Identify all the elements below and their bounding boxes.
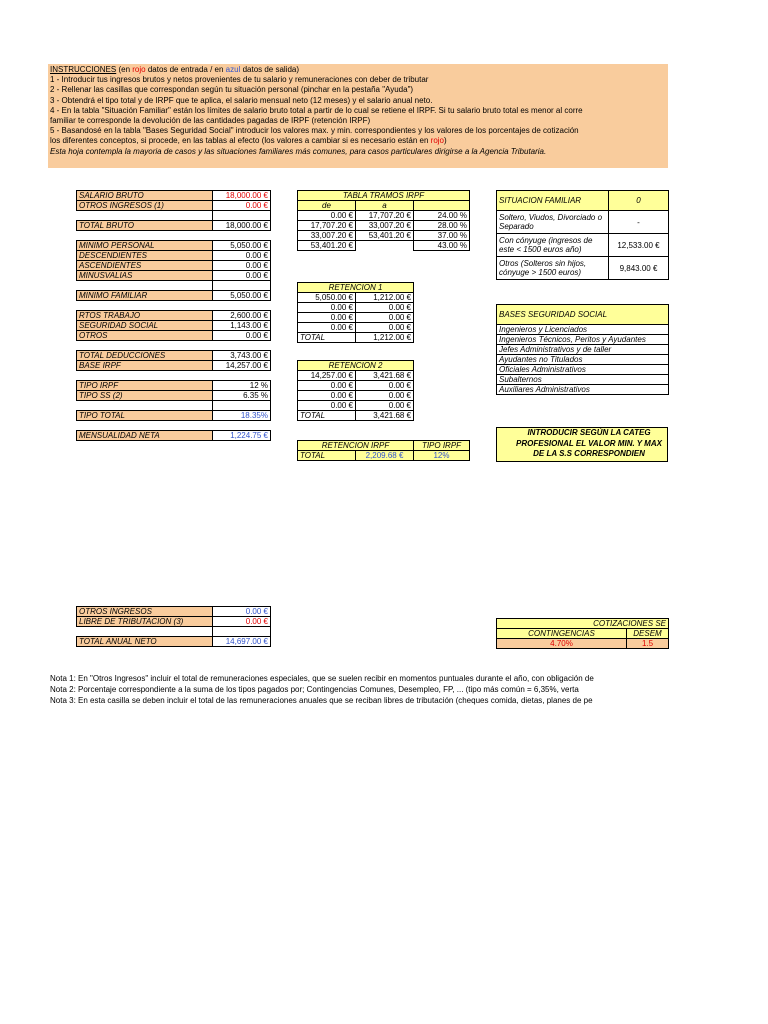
tramo-de: 33,007.20 € — [298, 231, 356, 241]
tramos-col-de: de — [298, 201, 356, 211]
legend-post: datos de salida) — [240, 65, 300, 74]
value-minimo-personal: 5,050.00 € — [213, 241, 271, 251]
value-ascendientes: 0.00 € — [213, 261, 271, 271]
input-contingencias[interactable]: 4.70% — [497, 639, 627, 649]
instruction-line-4b: familiar te corresponde la devolución de las cantidades pagadas de IRPF (retención IRPF) — [50, 116, 371, 126]
row-total-bruto — [77, 221, 271, 231]
instructions-legend — [50, 65, 666, 75]
row-ascendientes — [77, 261, 271, 271]
row-blank — [77, 231, 271, 241]
note-line-2: PROFESIONAL EL VALOR MIN. Y MAX — [516, 438, 662, 448]
line5b-red: rojo — [430, 136, 444, 146]
instruction-line-4: 4 - En la tabla "Situación Familiar" están los límites de salario bruto total a partir de lo cual se retiene el IRPF. Si tu salario bruto total es menor al corre — [50, 105, 583, 115]
situacion-row-label: Con cónyuge (ingresos de este < 1500 euros año) — [497, 234, 609, 257]
ret1-base: 0.00 € — [298, 303, 356, 313]
note-line-1: INTRODUCIR SEGÚN LA CATEG — [527, 428, 651, 437]
row-blank — [77, 211, 271, 221]
situacion-row-label: Soltero, Viudos, Divorciado o Separado — [497, 211, 609, 234]
bases-row: Jefes Administrativos y de taller — [497, 345, 669, 355]
row-rtos-trabajo — [77, 311, 271, 321]
instruction-line-2: 2 - Rellenar las casillas que correspondan según tu situación personal (pinchar en la pestaña "Ayuda") — [50, 85, 414, 95]
situacion-col0: 0 — [609, 191, 669, 211]
tramo-de: 0.00 € — [298, 211, 356, 221]
ret2-base: 14,257.00 € — [298, 371, 356, 381]
instruction-line-1: 1 - Introducir tus ingresos brutos y netos provenientes de tu salario y remuneraciones con deber de tributar — [50, 75, 429, 85]
line5b-post: ) — [444, 136, 447, 146]
label-minimo-familiar: MINIMO FAMILIAR — [77, 291, 213, 301]
ret1-value: 1,212.00 € — [356, 293, 414, 303]
value-mensualidad-neta: 1,224.75 € — [213, 431, 271, 441]
value-otros-ingresos-2: 0.00 € — [213, 607, 271, 617]
bases-row: Auxiliares Administrativos — [497, 385, 669, 395]
ret2-total-label: TOTAL — [298, 411, 356, 421]
value-minimo-familiar: 5,050.00 € — [213, 291, 271, 301]
tramo-pct: 43.00 % — [414, 241, 470, 251]
situacion-title: SITUACION FAMILIAR — [497, 191, 609, 211]
ret2-value: 0.00 € — [356, 401, 414, 411]
value-total-anual-neto: 14,697.00 € — [213, 637, 271, 647]
situacion-familiar-table — [496, 190, 669, 280]
row-tipo-irpf — [77, 381, 271, 391]
row-blank — [77, 341, 271, 351]
main-calc-table — [76, 190, 271, 441]
line5b-pre: los diferentes conceptos, si procede, en las tablas al efecto (los valores a cambiar si es necesario están en — [50, 136, 431, 146]
tramo-a — [356, 241, 414, 251]
retirpf-total-label: TOTAL — [298, 451, 356, 461]
label-total-anual-neto: TOTAL ANUAL NETO — [77, 637, 213, 647]
cotiz-col-desempleo: DESEM — [627, 629, 669, 639]
bases-row: Subalternos — [497, 375, 669, 385]
label-seguridad-social: SEGURIDAD SOCIAL — [77, 321, 213, 331]
value-rtos-trabajo: 2,600.00 € — [213, 311, 271, 321]
ret1-total-label: TOTAL — [298, 333, 356, 343]
tramos-title: TABLA TRAMOS IRPF — [298, 191, 470, 201]
retencion-2-table — [297, 360, 414, 421]
retencion-irpf-table — [297, 440, 470, 461]
input-libre-tributacion[interactable]: 0.00 € — [213, 617, 271, 627]
label-tipo-ss: TIPO SS (2) — [77, 391, 213, 401]
ret2-base: 0.00 € — [298, 391, 356, 401]
row-minimo-personal — [77, 241, 271, 251]
tramo-a: 53,401.20 € — [356, 231, 414, 241]
tramo-pct: 28.00 % — [414, 221, 470, 231]
situacion-row-value: 12,533.00 € — [609, 234, 669, 257]
value-total-bruto: 18,000.00 € — [213, 221, 271, 231]
instruction-line-3: 3 - Obtendrá el tipo total y de IRPF que te aplica, el salario mensual neto (12 meses) y el salario anual neto. — [50, 95, 433, 105]
ret2-base: 0.00 € — [298, 381, 356, 391]
tipoirpf-value: 12% — [414, 451, 470, 461]
tramos-row — [298, 241, 470, 251]
tipoirpf-header: TIPO IRPF — [414, 441, 470, 451]
row-blank — [77, 401, 271, 411]
row-mensualidad-neta — [77, 431, 271, 441]
label-mensualidad-neta: MENSUALIDAD NETA — [77, 431, 213, 441]
ret2-base: 0.00 € — [298, 401, 356, 411]
ret1-title: RETENCION 1 — [298, 283, 414, 293]
ss-note-box — [496, 427, 668, 462]
label-otros-ingresos: OTROS INGRESOS (1) — [77, 201, 213, 211]
row-otros-ingresos — [77, 201, 271, 211]
label-tipo-irpf: TIPO IRPF — [77, 381, 213, 391]
retencion-1-table — [297, 282, 414, 343]
row-descendientes — [77, 251, 271, 261]
label-rtos-trabajo: RTOS TRABAJO — [77, 311, 213, 321]
note-1: Nota 1: En "Otros Ingresos" incluir el total de remuneraciones especiales, que se suelen recibir en momentos puntuales durante el año, con obligación de — [50, 674, 594, 683]
value-descendientes: 0.00 € — [213, 251, 271, 261]
input-desempleo[interactable]: 1.5 — [627, 639, 669, 649]
ret1-total-value: 1,212.00 € — [356, 333, 414, 343]
legend-mid: datos de entrada / en — [145, 65, 226, 74]
row-minusvalias — [77, 271, 271, 281]
row-blank — [77, 301, 271, 311]
situacion-row-label: Otros (Solteros sin hijos, cónyuge > 1500 euros) — [497, 257, 609, 280]
bases-row: Ingenieros y Licenciados — [497, 325, 669, 335]
value-tipo-irpf: 12 % — [213, 381, 271, 391]
row-blank — [77, 281, 271, 291]
tramos-row — [298, 231, 470, 241]
ret1-value: 0.00 € — [356, 313, 414, 323]
instructions-heading: INSTRUCCIONES — [50, 65, 117, 74]
input-otros-ingresos[interactable]: 0.00 € — [213, 201, 271, 211]
tramos-row — [298, 221, 470, 231]
tramos-row — [298, 211, 470, 221]
notes — [50, 673, 668, 706]
label-total-deducciones: TOTAL DEDUCCIONES — [77, 351, 213, 361]
ret2-value: 3,421.68 € — [356, 371, 414, 381]
row-tipo-ss — [77, 391, 271, 401]
tramo-pct: 37.00 % — [414, 231, 470, 241]
label-otros: OTROS — [77, 331, 213, 341]
bases-row: Ingenieros Técnicos, Peritos y Ayudantes — [497, 335, 669, 345]
value-tipo-total: 18.35% — [213, 411, 271, 421]
row-minimo-familiar — [77, 291, 271, 301]
instruction-line-5: 5 - Basandosé en la tabla "Bases Seguridad Social" introducir los valores max. y min. correspondientes y los valores de los porcentajes de cotización — [50, 126, 579, 136]
ret1-value: 0.00 € — [356, 303, 414, 313]
bases-ss-table — [496, 304, 669, 395]
row-base-irpf — [77, 361, 271, 371]
label-base-irpf: BASE IRPF — [77, 361, 213, 371]
row-blank — [77, 371, 271, 381]
tramos-col-a: a — [356, 201, 414, 211]
cotizaciones-table — [496, 618, 669, 649]
bases-title: BASES SEGURIDAD SOCIAL — [497, 305, 669, 325]
retirpf-header: RETENCION IRPF — [298, 441, 414, 451]
instruction-line-5b — [50, 136, 666, 146]
label-ascendientes: ASCENDIENTES — [77, 261, 213, 271]
ret2-total-value: 3,421.68 € — [356, 411, 414, 421]
label-tipo-total: TIPO TOTAL — [77, 411, 213, 421]
row-tipo-total — [77, 411, 271, 421]
label-minusvalias: MINUSVALIAS — [77, 271, 213, 281]
tramo-pct: 24.00 % — [414, 211, 470, 221]
ret1-base: 0.00 € — [298, 323, 356, 333]
legend-pre: (en — [116, 65, 133, 74]
row-seguridad-social — [77, 321, 271, 331]
row-blank — [77, 421, 271, 431]
note-2: Nota 2: Porcentaje correspondiente a la suma de los tipos pagados por; Contingencias Comunes, Desempleo, FP, ... (tipo más común = 6,35%, verta — [50, 685, 579, 694]
label-libre-tributacion: LIBRE DE TRIBUTACION (3) — [77, 617, 213, 627]
value-base-irpf: 14,257.00 € — [213, 361, 271, 371]
legend-red: rojo — [132, 65, 146, 74]
input-salario-bruto[interactable]: 18,000.00 € — [213, 191, 271, 201]
label-total-bruto: TOTAL BRUTO — [77, 221, 213, 231]
value-seguridad-social: 1,143.00 € — [213, 321, 271, 331]
ret2-value: 0.00 € — [356, 391, 414, 401]
ret1-base: 5,050.00 € — [298, 293, 356, 303]
cotiz-title: COTIZACIONES SE — [497, 619, 669, 629]
instruction-line-6: Esta hoja contempla la mayoria de casos y las situaciones familiares más comunes, para casos particulares dirigirse a la Agencia Tributaria. — [50, 146, 547, 156]
tramo-de: 17,707.20 € — [298, 221, 356, 231]
situacion-row-value: - — [609, 211, 669, 234]
legend-blue: azul — [225, 65, 241, 74]
bases-row: Ayudantes no Titulados — [497, 355, 669, 365]
value-minusvalias: 0.00 € — [213, 271, 271, 281]
tramo-a: 17,707.20 € — [356, 211, 414, 221]
row-total-deducciones — [77, 351, 271, 361]
tramo-de: 53,401.20 € — [298, 241, 356, 251]
label-otros-ingresos-2: OTROS INGRESOS — [77, 607, 213, 617]
instructions-box — [48, 64, 668, 168]
note-3: Nota 3: En esta casilla se deben incluir el total de las remuneraciones anuales que se reciban libres de tributación (cheques comida, dietas, planes de pe — [50, 696, 593, 705]
retirpf-value: 2,209.68 € — [356, 451, 414, 461]
row-otros — [77, 331, 271, 341]
bases-row: Oficiales Administrativos — [497, 365, 669, 375]
ret1-value: 0.00 € — [356, 323, 414, 333]
cotiz-col-contingencias: CONTINGENCIAS — [497, 629, 627, 639]
value-otros: 0.00 € — [213, 331, 271, 341]
tramos-irpf-table — [297, 190, 470, 251]
label-minimo-personal: MINIMO PERSONAL — [77, 241, 213, 251]
ret2-title: RETENCION 2 — [298, 361, 414, 371]
ret1-base: 0.00 € — [298, 313, 356, 323]
value-tipo-ss: 6.35 % — [213, 391, 271, 401]
row-salario-bruto — [77, 191, 271, 201]
ret2-value: 0.00 € — [356, 381, 414, 391]
note-line-3: DE LA S.S CORRESPONDIEN — [533, 449, 645, 458]
label-salario-bruto: SALARIO BRUTO — [77, 191, 213, 201]
tramo-a: 33,007.20 € — [356, 221, 414, 231]
value-total-deducciones: 3,743.00 € — [213, 351, 271, 361]
situacion-row-value: 9,843.00 € — [609, 257, 669, 280]
bottom-table — [76, 606, 271, 647]
label-descendientes: DESCENDIENTES — [77, 251, 213, 261]
